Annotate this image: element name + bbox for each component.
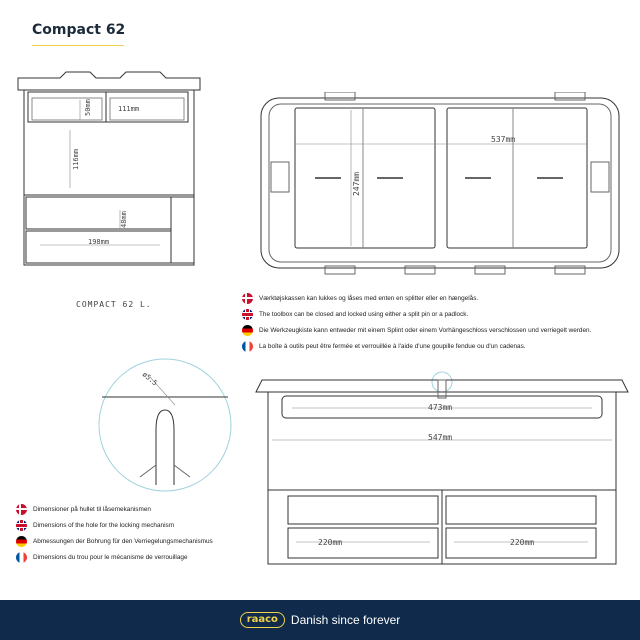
note-row-gb	[242, 306, 591, 322]
dim-220-left-label: 220mm	[318, 538, 343, 547]
dim-247-label: 247mm	[352, 171, 361, 196]
british-flag-icon	[16, 520, 27, 531]
note-row-dk	[16, 501, 213, 517]
side-view-drawing	[10, 70, 210, 270]
dim-473-label: 473mm	[428, 403, 453, 412]
raaco-logo: raaco	[240, 612, 285, 628]
page-title: Compact 62	[32, 22, 126, 38]
dim-48-label: 48mm	[120, 211, 128, 228]
lock-notes	[242, 290, 591, 354]
dim-111-label: 111mm	[118, 105, 140, 113]
note-text: Dimensions of the hole for the locking mechanism	[33, 521, 175, 529]
danish-flag-icon	[16, 504, 27, 515]
note-text: Værktøjskassen kan lukkes og låses med enten en splitter eller en hængelås.	[259, 294, 479, 302]
french-flag-icon	[16, 552, 27, 563]
note-row-de	[16, 533, 213, 549]
note-row-dk	[242, 290, 591, 306]
british-flag-icon	[242, 309, 253, 320]
note-row-fr	[16, 549, 213, 565]
note-text: Die Werkzeugkiste kann entweder mit einem Splint oder einem Vorhängeschloss verschlossen und verriegelt werden.	[259, 326, 592, 334]
hole-notes	[16, 501, 213, 565]
title-underline	[32, 45, 124, 46]
footer-tagline: Danish since forever	[290, 613, 401, 627]
top-view-drawing	[255, 92, 625, 277]
dim-220-right-label: 220mm	[510, 538, 535, 547]
note-text: Dimensions du trou pour le mécanisme de verrouillage	[33, 553, 188, 561]
dim-116-label: 116mm	[72, 148, 80, 170]
note-text: Dimensioner på hullet til låsemekanismen	[33, 505, 151, 513]
danish-flag-icon	[242, 293, 253, 304]
note-row-de	[242, 322, 591, 338]
german-flag-icon	[242, 325, 253, 336]
note-text: The toolbox can be closed and locked using either a split pin or a padlock.	[259, 310, 469, 318]
dim-547-label: 547mm	[428, 433, 453, 442]
dim-198-label: 198mm	[88, 238, 110, 246]
dim-hole-label: ø5.5	[140, 370, 159, 388]
footer-bar	[0, 600, 640, 640]
note-row-gb	[16, 517, 213, 533]
dim-50-label: 50mm	[84, 99, 92, 116]
note-text: La boîte à outils peut être fermée et verrouillée à l'aide d'une goupille fendue ou d'un cadenas.	[259, 342, 526, 350]
french-flag-icon	[242, 341, 253, 352]
german-flag-icon	[16, 536, 27, 547]
dim-537-label: 537mm	[491, 135, 516, 144]
note-text: Abmessungen der Bohrung für den Verriegelungsmechanismus	[33, 537, 213, 545]
front-view-drawing	[252, 370, 632, 570]
model-label: COMPACT 62 L.	[76, 300, 152, 309]
lock-hole-detail	[90, 355, 240, 495]
note-row-fr	[242, 338, 591, 354]
